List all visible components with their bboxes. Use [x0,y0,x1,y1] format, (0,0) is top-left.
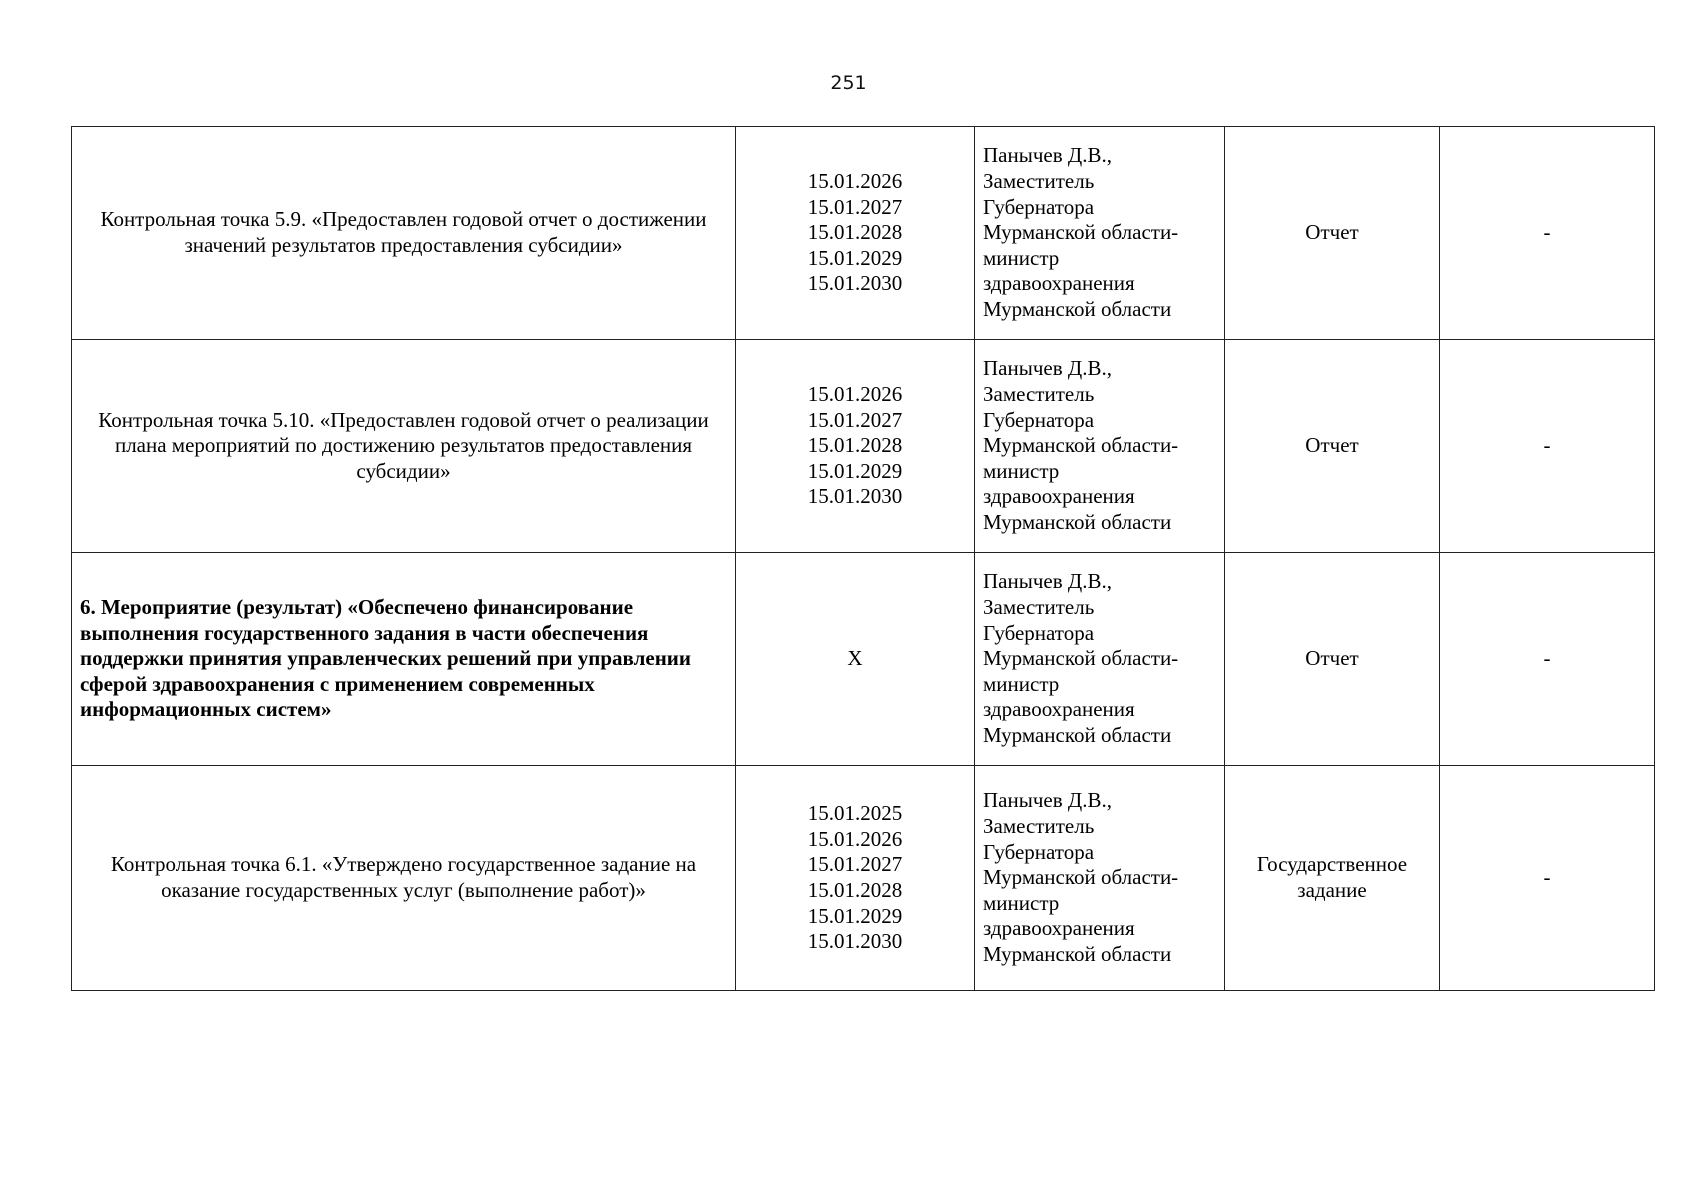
table-row [72,553,1655,766]
responsible-line: здравоохранения [983,697,1135,722]
date-value: 15.01.2029 [807,458,903,483]
date-value: 15.01.2029 [807,245,903,270]
event-name-cell: 6. Мероприятие (результат) «Обеспечено финансирование выполнения государственного задания в части обеспечения поддержки принятия управленческих решений при управлении сферой здравоохранения с применением современных информационных систем» [72,553,736,766]
date-value: 15.01.2030 [807,271,903,296]
event-name-cell: Контрольная точка 5.10. «Предоставлен годовой отчет о реализации плана мероприятий по достижению результатов предоставления субсидии» [72,340,736,553]
responsible-line: Заместитель [983,595,1095,620]
date-value: 15.01.2026 [807,169,903,194]
table-row [72,340,1655,553]
responsible-line: Заместитель [983,814,1095,839]
responsible-line: Мурманской области- [983,220,1179,245]
responsible-line: Губернатора [983,194,1095,219]
responsible-cell [975,340,1225,553]
responsible-line: министр [983,458,1060,483]
date-value: 15.01.2028 [807,878,903,902]
date-value: 15.01.2025 [807,801,903,826]
date-value: 15.01.2029 [807,903,903,928]
control-points-table [71,126,1655,991]
date-value: X [847,646,863,671]
responsible-line: Панычев Д.В., [983,143,1112,168]
date-value: 15.01.2027 [807,852,903,877]
date-value: 15.01.2027 [807,407,903,432]
responsible-line: министр [983,245,1060,270]
date-value: 15.01.2030 [807,484,903,509]
responsible-line: Панычев Д.В., [983,356,1112,381]
responsible-line: Мурманской области- [983,865,1179,890]
responsible-line: Мурманской области [983,509,1172,534]
responsible-cell [975,127,1225,340]
table-row [72,127,1655,340]
responsible-cell [975,766,1225,991]
dates-cell [736,553,975,766]
responsible-line: министр [983,890,1060,915]
responsible-line: Мурманской области- [983,433,1179,458]
responsible-line: здравоохранения [983,916,1135,941]
responsible-line: Губернатора [983,839,1095,864]
responsible-line: Заместитель [983,169,1095,194]
responsible-line: Мурманской области- [983,646,1179,671]
event-name-cell: Контрольная точка 6.1. «Утверждено государственное задание на оказание государственных услуг (выполнение работ)» [72,766,736,991]
responsible-line: Панычев Д.В., [983,788,1112,813]
note-cell: - [1440,127,1655,340]
responsible-cell [975,553,1225,766]
event-name-cell: Контрольная точка 5.9. «Предоставлен годовой отчет о достижении значений результатов предоставления субсидии» [72,127,736,340]
responsible-line: Мурманской области [983,296,1172,321]
date-value: 15.01.2028 [807,220,903,245]
note-cell: - [1440,340,1655,553]
responsible-line: Панычев Д.В., [983,569,1112,594]
dates-cell [736,340,975,553]
responsible-line: министр [983,671,1060,696]
date-value: 15.01.2026 [807,382,903,407]
responsible-line: здравоохранения [983,271,1135,296]
date-value: 15.01.2027 [807,194,903,219]
document-type-cell: Государственное задание [1225,766,1440,991]
date-value: 15.01.2030 [807,929,903,954]
document-type-cell: Отчет [1225,340,1440,553]
responsible-line: Мурманской области [983,722,1172,747]
responsible-line: Губернатора [983,407,1095,432]
table-row [72,766,1655,991]
responsible-line: Заместитель [983,382,1095,407]
note-cell: - [1440,553,1655,766]
responsible-line: здравоохранения [983,484,1135,509]
document-type-cell: Отчет [1225,553,1440,766]
date-value: 15.01.2026 [807,826,903,851]
date-value: 15.01.2028 [807,433,903,458]
page-number: 251 [830,72,867,94]
dates-cell [736,766,975,991]
document-type-cell: Отчет [1225,127,1440,340]
responsible-line: Мурманской области [983,941,1172,966]
responsible-line: Губернатора [983,620,1095,645]
dates-cell [736,127,975,340]
note-cell: - [1440,766,1655,991]
